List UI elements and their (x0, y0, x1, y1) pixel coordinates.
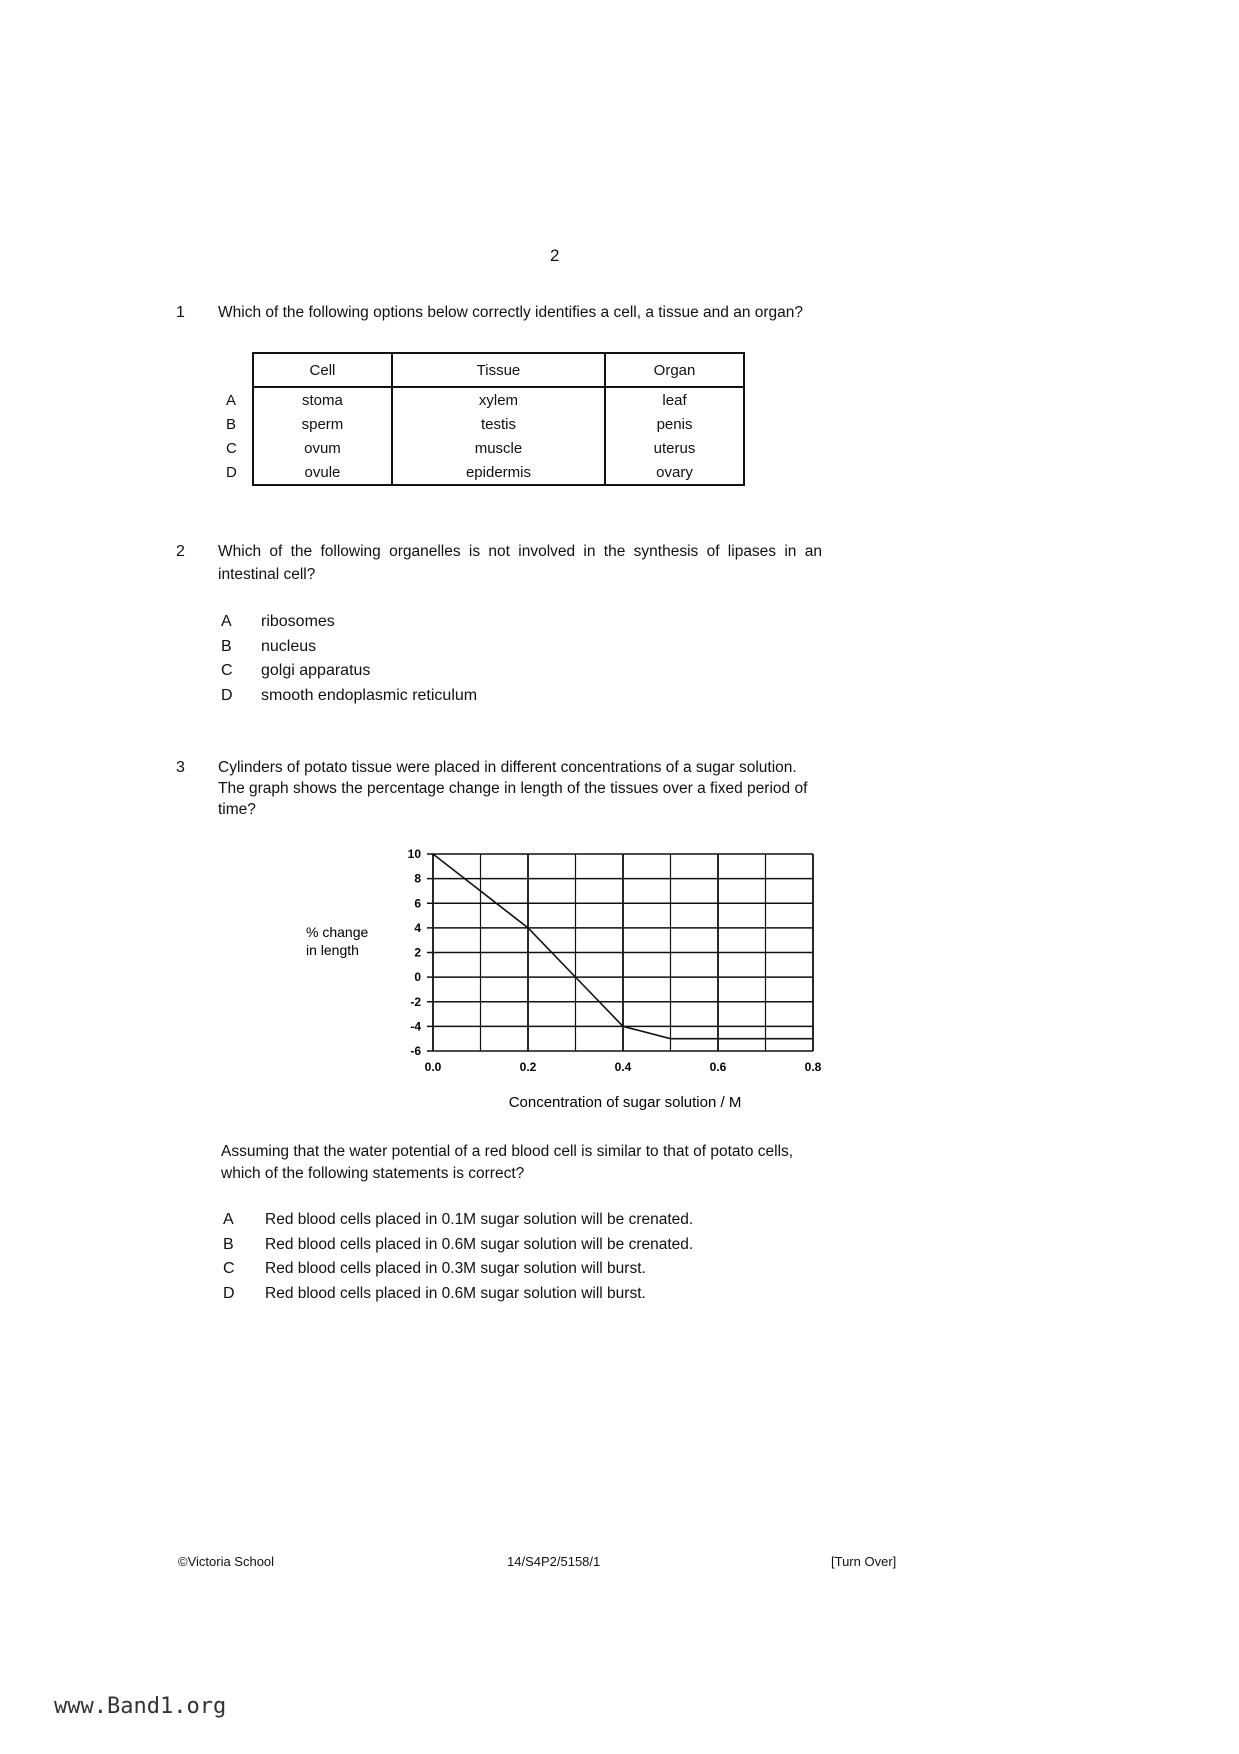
q2-text-line1: Which of the following organelles is not involved in the synthesis of lipases in an (218, 543, 822, 560)
q2-text-line2: intestinal cell? (218, 566, 316, 583)
y-axis-label-line1: % change (306, 924, 369, 940)
cell-value: ovule (304, 463, 341, 481)
q1-table (226, 352, 745, 486)
watermark: www.Band1.org (54, 1694, 227, 1719)
q1-text: Which of the following options below correctly identifies a cell, a tissue and an organ? (218, 304, 804, 321)
y-tick-label: -6 (410, 1044, 421, 1058)
q2-option-b: nucleus (261, 638, 317, 655)
q3-text-line2: The graph shows the percentage change in length of the tissues over a fixed period of (218, 780, 808, 797)
q3-follow-line2: which of the following statements is correct? (221, 1165, 525, 1182)
x-tick-label: 0.6 (709, 1060, 727, 1074)
q2-number: 2 (176, 543, 185, 560)
q3-option-d: Red blood cells placed in 0.6M sugar solution will burst. (265, 1285, 646, 1302)
y-tick-label: 4 (414, 920, 421, 935)
header-tissue: Tissue (392, 353, 605, 387)
footer-code: 14/S4P2/5158/1 (507, 1554, 601, 1569)
q3-option-c: Red blood cells placed in 0.3M sugar solution will burst. (265, 1260, 646, 1277)
q3-text-line1: Cylinders of potato tissue were placed in different concentrations of a sugar solution. (218, 759, 797, 776)
q3-option-b: Red blood cells placed in 0.6M sugar solution will be crenated. (265, 1236, 694, 1253)
x-tick-label: 0.2 (519, 1060, 537, 1074)
y-tick-label: 8 (414, 871, 421, 886)
organ-value: ovary (605, 460, 744, 485)
table-row (253, 412, 744, 436)
chart-grid (427, 854, 813, 1051)
tissue-value: muscle (392, 436, 605, 460)
q3-option-a: Red blood cells placed in 0.1M sugar solution will be crenated. (265, 1211, 694, 1228)
q3-option-c-letter: C (223, 1260, 235, 1277)
row-letter: D (226, 463, 237, 481)
page-number: 2 (550, 246, 560, 265)
footer-turn-over: [Turn Over] (831, 1554, 897, 1569)
y-tick-label: 0 (414, 970, 421, 985)
q3-option-d-letter: D (223, 1285, 235, 1302)
q3-text-line3: time? (218, 801, 256, 818)
y-tick-label: -2 (410, 994, 421, 1009)
q3-number: 3 (176, 759, 185, 776)
q2-option-c-letter: C (221, 662, 233, 679)
q2-option-a-letter: A (221, 613, 232, 630)
q3-option-b-letter: B (223, 1236, 234, 1253)
organ-value: penis (605, 412, 744, 436)
y-axis-label-line2: in length (306, 942, 359, 958)
y-tick-label: -4 (410, 1019, 421, 1034)
row-letter: B (226, 415, 237, 433)
organ-value: uterus (605, 436, 744, 460)
q2-option-c: golgi apparatus (261, 662, 371, 679)
q3-follow-line1: Assuming that the water potential of a red blood cell is similar to that of potato cells, (221, 1143, 794, 1160)
cell-value: sperm (301, 415, 344, 433)
row-letter: C (226, 439, 237, 457)
x-tick-label: 0.4 (614, 1060, 632, 1074)
q2-option-d: smooth endoplasmic reticulum (261, 687, 478, 704)
x-axis-label: Concentration of sugar solution / M (508, 1094, 742, 1111)
header-organ: Organ (605, 353, 744, 387)
table-row (253, 387, 744, 412)
y-tick-label: 10 (407, 847, 421, 861)
cell-value: stoma (302, 391, 343, 409)
q3-option-a-letter: A (223, 1211, 234, 1228)
y-tick-label: 6 (414, 896, 421, 911)
x-tick-label: 0.8 (804, 1060, 822, 1074)
header-cell: Cell (253, 353, 392, 387)
tissue-value: xylem (392, 387, 605, 412)
table-row (253, 436, 744, 460)
y-tick-label: 2 (414, 945, 421, 960)
organ-value: leaf (605, 387, 744, 412)
row-letter: A (226, 391, 237, 409)
cell-value: ovum (304, 439, 341, 457)
percentage-change-chart (290, 835, 850, 1125)
x-tick-label: 0.0 (424, 1060, 442, 1074)
tissue-value: epidermis (392, 460, 605, 485)
q2-option-b-letter: B (221, 638, 232, 655)
tissue-value: testis (392, 412, 605, 436)
footer-school: ©Victoria School (178, 1554, 275, 1569)
q2-option-d-letter: D (221, 687, 233, 704)
q2-option-a: ribosomes (261, 613, 335, 630)
q1-number: 1 (176, 304, 185, 321)
table-row (253, 460, 744, 485)
